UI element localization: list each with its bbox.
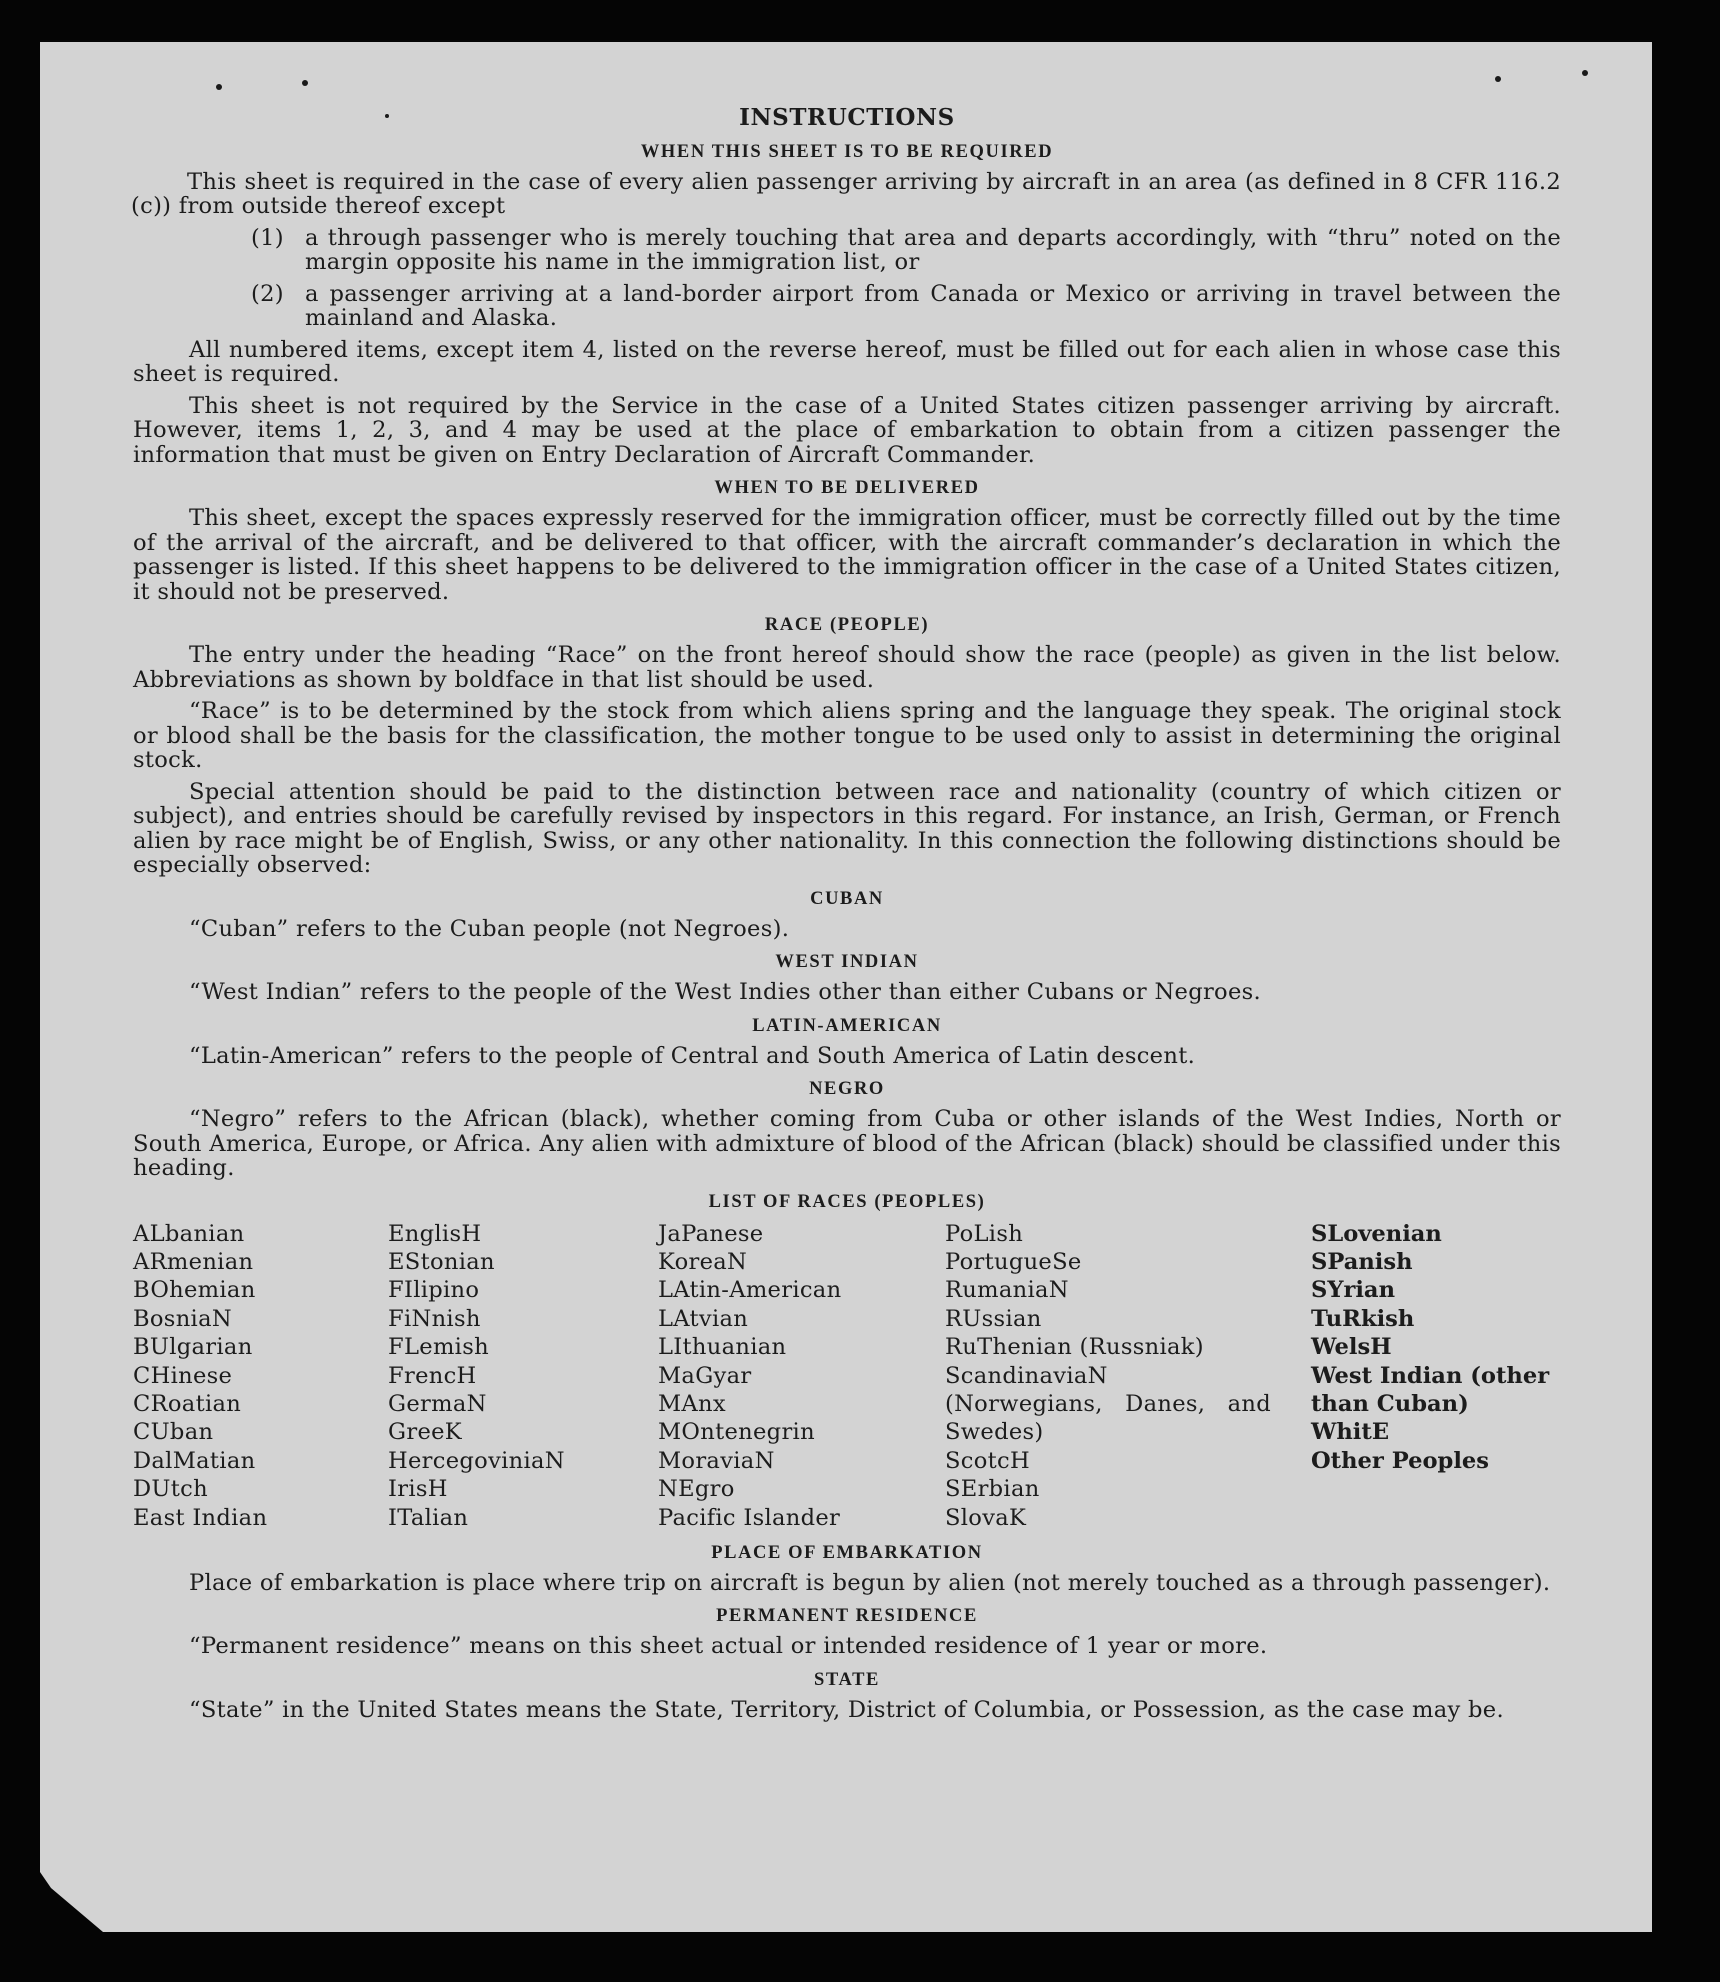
race-item: ScandinaviaN (Norwegians, Danes, and Swedes) (945, 1362, 1271, 1446)
paper-speck (216, 84, 222, 90)
heading-embarkation: PLACE OF EMBARKATION (711, 1542, 983, 1563)
race-item: MoraviaN (658, 1447, 775, 1474)
state-text: “State” in the United States means the State, Territory, District of Columbia, or Possession, as the case may be. (189, 1696, 1504, 1723)
instructions-content (133, 106, 1561, 1729)
race-item: JaPanese (658, 1220, 764, 1247)
required-item-2 (133, 282, 1561, 331)
race-item: WhitE (1311, 1419, 1390, 1446)
race-para-1: The entry under the heading “Race” on the front hereof should show the race (people) as given in the list below. Abbreviations as shown by boldface in that list should be used. (133, 642, 1561, 693)
race-item: ARmenian (133, 1248, 254, 1275)
heading-negro: NEGRO (809, 1079, 885, 1099)
race-item: Other Peoples (1311, 1447, 1489, 1474)
race-item: GermaN (388, 1390, 487, 1417)
embarkation-text: Place of embarkation is place where trip on aircraft is begun by alien (not merely touched as a through passenger). (189, 1569, 1551, 1596)
race-item: LAtvian (658, 1305, 749, 1332)
race-item: BUlgarian (133, 1334, 253, 1361)
cuban-text: “Cuban” refers to the Cuban people (not Negroes). (189, 915, 790, 942)
race-item: SlovaK (945, 1504, 1027, 1531)
heading-race: RACE (PEOPLE) (764, 615, 930, 635)
races-column-4 (945, 1220, 1311, 1532)
item-number: (2) (251, 280, 284, 307)
race-item: CUban (133, 1419, 214, 1446)
west-indian-text: “West Indian” refers to the people of the West Indies other than either Cubans or Negroes. (189, 979, 1262, 1005)
race-item: NEgro (658, 1476, 735, 1503)
race-item: EnglisH (388, 1220, 482, 1247)
race-item: East Indian (133, 1504, 268, 1531)
heading-state: STATE (814, 1669, 880, 1690)
race-item: TuRkish (1311, 1305, 1415, 1332)
race-item: FiNnish (388, 1305, 481, 1332)
paper-speck (1495, 76, 1501, 82)
races-column-5 (1311, 1220, 1561, 1532)
race-item: GreeK (388, 1419, 462, 1446)
races-column-2 (388, 1220, 658, 1532)
race-item: PortugueSe (945, 1248, 1082, 1275)
race-item: MAnx (658, 1390, 726, 1417)
item-text: a through passenger who is merely touching that area and departs accordingly, with “thru” noted on the margin opposite his name in the immigration list, or (305, 224, 1561, 275)
required-item-1 (133, 226, 1561, 275)
race-item: LIthuanian (658, 1334, 787, 1361)
race-item: ScotcH (945, 1447, 1030, 1474)
race-item: PoLish (945, 1220, 1024, 1247)
race-item: MOntenegrin (658, 1419, 815, 1446)
race-item: CRoatian (133, 1390, 242, 1417)
heading-permanent-residence: PERMANENT RESIDENCE (716, 1606, 978, 1627)
races-column-1 (133, 1220, 388, 1532)
item-number: (1) (251, 224, 284, 251)
latin-american-text: “Latin-American” refers to the people of Central and South America of Latin descent. (189, 1042, 1196, 1069)
negro-text: “Negro” refers to the African (black), whether coming from Cuba or other islands of the West Indies, North or South America, Europe, or Africa. Any alien with admixture of blood of the African (black) should be classified under this heading. (133, 1106, 1561, 1181)
residence-text: “Permanent residence” means on this sheet actual or intended residence of 1 year or more. (189, 1633, 1268, 1660)
heading-cuban: CUBAN (810, 888, 884, 909)
race-para-3: Special attention should be paid to the distinction between race and nationality (country of which citizen or subject), and entries should be carefully revised by inspectors in this regard. For instance, an Irish, German, or French alien by race might be of English, Swiss, or any other nationality. In this connection the following distinctions should be especially observed: (133, 778, 1561, 878)
heading-when-delivered: WHEN TO BE DELIVERED (714, 478, 980, 498)
heading-west-indian: WEST INDIAN (775, 952, 919, 972)
heading-latin-american: LATIN-AMERICAN (752, 1015, 942, 1036)
heading-when-required: WHEN THIS SHEET IS TO BE REQUIRED (640, 141, 1054, 162)
race-item: RumaniaN (945, 1277, 1069, 1304)
race-item: FLemish (388, 1334, 489, 1361)
race-item: BosniaN (133, 1305, 232, 1332)
races-list (133, 1220, 1561, 1532)
race-item: SErbian (945, 1476, 1040, 1503)
race-item: ALbanian (133, 1220, 245, 1247)
item-text: a passenger arriving at a land-border airport from Canada or Mexico or arriving in travel between the mainland and Alaska. (305, 280, 1561, 331)
page-title: INSTRUCTIONS (739, 104, 955, 131)
paper-speck (302, 80, 308, 86)
races-column-3 (658, 1220, 945, 1532)
race-item: KoreaN (658, 1248, 748, 1275)
required-intro: This sheet is required in the case of every alien passenger arriving by aircraft in an area (as defined in 8 CFR 116.2 (c)) from outside thereof except (131, 168, 1561, 219)
race-item: EStonian (388, 1248, 495, 1275)
race-para-2: “Race” is to be determined by the stock from which aliens spring and the language they speak. The original stock or blood shall be the basis for the classification, the mother tongue to be used only to assist in determining the original stock. (133, 698, 1561, 773)
race-item: RuThenian (Russniak) (945, 1334, 1204, 1361)
race-item: West Indian (other than Cuban) (1311, 1362, 1550, 1417)
race-item: MaGyar (658, 1362, 752, 1389)
race-item: LAtin-American (658, 1277, 842, 1304)
delivered-text: This sheet, except the spaces expressly reserved for the immigration officer, must be correctly filled out by the time of the arrival of the aircraft, and be delivered to that officer, with the aircraft commander’s declaration in which the passenger is listed. If this sheet happens to be delivered to the immigration officer in the case of a United States citizen, it should not be preserved. (133, 505, 1561, 605)
race-item: FIlipino (388, 1277, 480, 1304)
race-item: SPanish (1311, 1248, 1413, 1275)
race-item: WelsH (1311, 1334, 1392, 1361)
race-item: RUssian (945, 1305, 1042, 1332)
required-para-2: All numbered items, except item 4, listed on the reverse hereof, must be filled out for each alien in whose case this sheet is required. (133, 336, 1561, 387)
race-item: DalMatian (133, 1447, 256, 1474)
paper-speck (1582, 70, 1588, 76)
race-item: Pacific Islander (658, 1504, 841, 1531)
race-item: DUtch (133, 1476, 208, 1503)
race-item: FrencH (388, 1362, 477, 1389)
race-item: SYrian (1311, 1277, 1395, 1304)
race-item: HercegoviniaN (388, 1447, 565, 1474)
race-item: ITalian (388, 1504, 469, 1531)
heading-list-of-races: LIST OF RACES (PEOPLES) (708, 1191, 986, 1212)
race-item: SLovenian (1311, 1220, 1442, 1247)
race-item: CHinese (133, 1362, 233, 1389)
required-para-3: This sheet is not required by the Service in the case of a United States citizen passenger arriving by aircraft. However, items 1, 2, 3, and 4 may be used at the place of embarkation to obtain from a citizen passenger the information that must be given on Entry Declaration of Aircraft Commander. (133, 392, 1561, 468)
race-item: BOhemian (133, 1277, 256, 1304)
race-item: IrisH (388, 1476, 448, 1503)
